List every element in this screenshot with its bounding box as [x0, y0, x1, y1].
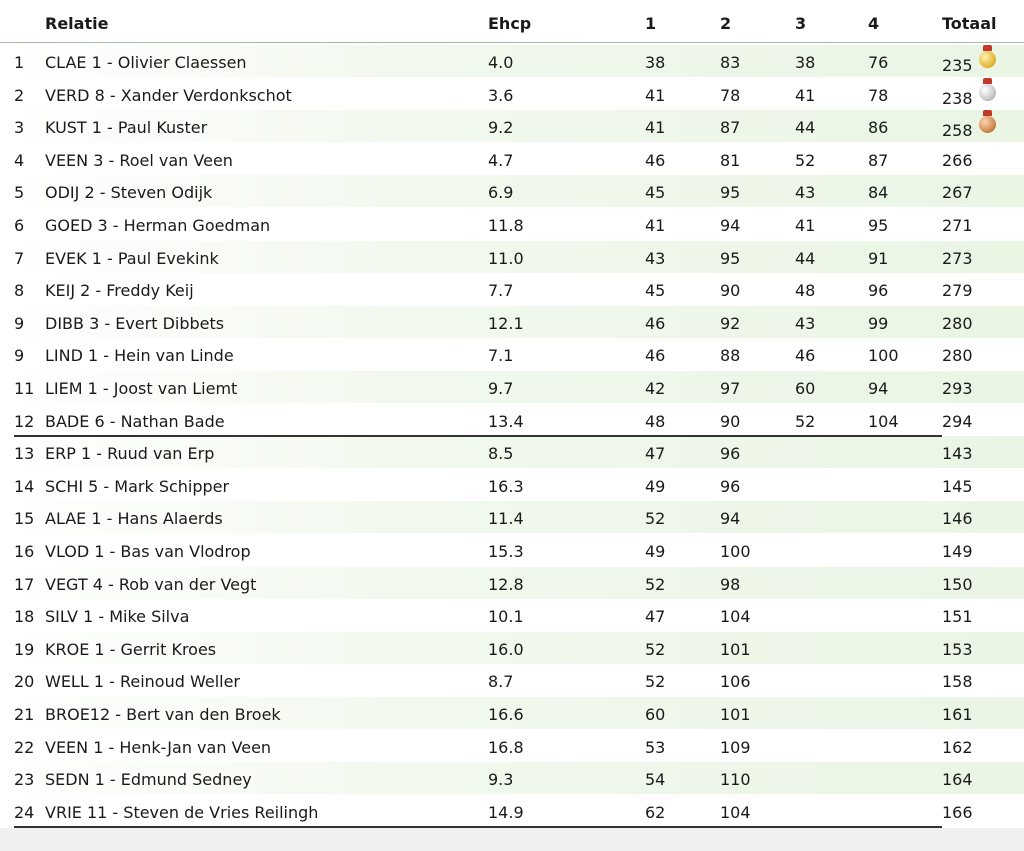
relatie-cell: EVEK 1 - Paul Evekink [45, 248, 219, 268]
table-row [0, 273, 1024, 305]
round-2-cell: 101 [720, 705, 751, 724]
table-row [0, 599, 1024, 631]
ehcp-cell: 9.7 [488, 379, 514, 398]
table-row [0, 762, 1024, 794]
relatie-cell: SEDN 1 - Edmund Sedney [45, 770, 252, 790]
relatie-cell: WELL 1 - Reinoud Weller [45, 672, 241, 692]
table-row [0, 175, 1024, 207]
rank-cell: 12 [14, 411, 35, 431]
round-1-cell: 46 [645, 346, 666, 366]
ehcp-cell: 16.8 [488, 737, 524, 757]
round-2-cell: 94 [720, 216, 741, 235]
totaal-cell: 166 [942, 802, 973, 822]
header-round-4: 4 [868, 14, 880, 33]
round-1-cell: 60 [645, 705, 666, 724]
rank-cell: 4 [14, 150, 25, 170]
round-1-cell: 54 [645, 770, 666, 790]
round-1-cell: 48 [645, 411, 666, 431]
ehcp-cell: 7.7 [488, 281, 514, 301]
round-1-cell: 52 [645, 574, 666, 594]
ehcp-cell: 7.1 [488, 346, 514, 366]
round-1-cell: 46 [645, 150, 666, 170]
totaal-cell: 238 [942, 88, 973, 108]
header-relatie: Relatie [45, 14, 109, 33]
rank-cell: 17 [14, 574, 35, 594]
totaal-cell: 273 [942, 248, 973, 268]
round-2-cell: 90 [720, 281, 741, 301]
round-4-cell: 104 [868, 411, 899, 431]
header-round-1: 1 [645, 14, 657, 33]
round-3-cell: 38 [795, 53, 816, 72]
round-2-cell: 87 [720, 118, 741, 138]
relatie-cell: SCHI 5 - Mark Schipper [45, 476, 230, 496]
table-row [0, 306, 1024, 338]
ehcp-cell: 11.8 [488, 216, 524, 235]
table-row [0, 501, 1024, 533]
round-3-cell: 60 [795, 379, 816, 398]
round-1-cell: 41 [645, 118, 666, 138]
rank-cell: 6 [14, 216, 25, 235]
rank-cell: 18 [14, 607, 35, 627]
table-row [0, 632, 1024, 664]
round-2-cell: 94 [720, 509, 741, 529]
rank-cell: 11 [14, 379, 35, 398]
table-row [0, 697, 1024, 729]
round-1-cell: 41 [645, 216, 666, 235]
table-row [0, 567, 1024, 599]
round-3-cell: 48 [795, 281, 816, 301]
round-4-cell: 86 [868, 118, 889, 138]
totaal-cell: 266 [942, 150, 973, 170]
relatie-cell: BROE12 - Bert van den Broek [45, 705, 281, 724]
round-3-cell: 43 [795, 313, 816, 333]
relatie-cell: DIBB 3 - Evert Dibbets [45, 313, 225, 333]
rank-cell: 24 [14, 802, 35, 822]
totaal-cell: 161 [942, 705, 973, 724]
relatie-cell: LIND 1 - Hein van Linde [45, 346, 234, 366]
rank-cell: 9 [14, 313, 25, 333]
totaal-cell: 153 [942, 639, 973, 659]
table-row [0, 143, 1024, 175]
round-2-cell: 83 [720, 53, 741, 72]
totaal-cell: 162 [942, 737, 973, 757]
table-row [0, 241, 1024, 273]
table-row [0, 110, 1024, 142]
round-2-cell: 104 [720, 802, 751, 822]
rank-cell: 23 [14, 770, 35, 790]
silver-medal-icon [979, 84, 996, 101]
round-1-cell: 52 [645, 672, 666, 692]
round-1-cell: 45 [645, 281, 666, 301]
round-2-cell: 100 [720, 542, 751, 561]
relatie-cell: KUST 1 - Paul Kuster [45, 118, 208, 138]
round-3-cell: 52 [795, 411, 816, 431]
round-4-cell: 76 [868, 53, 889, 72]
round-1-cell: 47 [645, 444, 666, 464]
relatie-cell: CLAE 1 - Olivier Claessen [45, 53, 247, 72]
rank-cell: 15 [14, 509, 35, 529]
round-2-cell: 109 [720, 737, 751, 757]
totaal-cell: 150 [942, 574, 973, 594]
ehcp-cell: 6.9 [488, 183, 514, 203]
ehcp-cell: 16.6 [488, 705, 524, 724]
table-row [0, 404, 1024, 436]
relatie-cell: BADE 6 - Nathan Bade [45, 411, 225, 431]
round-1-cell: 53 [645, 737, 666, 757]
relatie-cell: LIEM 1 - Joost van Liemt [45, 379, 238, 398]
header-totaal: Totaal [942, 14, 997, 33]
gold-medal-icon [979, 51, 996, 68]
rank-cell: 19 [14, 639, 35, 659]
ehcp-cell: 4.7 [488, 150, 514, 170]
round-4-cell: 91 [868, 248, 889, 268]
ehcp-cell: 10.1 [488, 607, 524, 627]
rank-cell: 2 [14, 85, 25, 105]
totaal-cell: 164 [942, 770, 973, 790]
round-2-cell: 96 [720, 476, 741, 496]
round-3-cell: 44 [795, 248, 816, 268]
round-2-cell: 90 [720, 411, 741, 431]
table-row [0, 730, 1024, 762]
round-4-cell: 87 [868, 150, 889, 170]
round-3-cell: 41 [795, 216, 816, 235]
table-row [0, 436, 1024, 468]
round-4-cell: 78 [868, 85, 889, 105]
ehcp-cell: 16.0 [488, 639, 524, 659]
round-2-cell: 110 [720, 770, 751, 790]
round-4-cell: 84 [868, 183, 889, 203]
header-round-3: 3 [795, 14, 807, 33]
round-2-cell: 95 [720, 248, 741, 268]
table-row [0, 45, 1024, 77]
relatie-cell: VRIE 11 - Steven de Vries Reilingh [45, 802, 319, 822]
totaal-cell: 158 [942, 672, 973, 692]
round-1-cell: 47 [645, 607, 666, 627]
rank-cell: 21 [14, 705, 35, 724]
table-row [0, 78, 1024, 110]
round-2-cell: 96 [720, 444, 741, 464]
ehcp-cell: 8.7 [488, 672, 514, 692]
relatie-cell: VEEN 1 - Henk-Jan van Veen [45, 737, 272, 757]
round-1-cell: 45 [645, 183, 666, 203]
totaal-cell: 280 [942, 346, 973, 366]
table-row [0, 469, 1024, 501]
relatie-cell: ODIJ 2 - Steven Odijk [45, 183, 213, 203]
round-4-cell: 99 [868, 313, 889, 333]
rank-cell: 22 [14, 737, 35, 757]
round-4-cell: 94 [868, 379, 889, 398]
totaal-cell: 267 [942, 183, 973, 203]
round-3-cell: 46 [795, 346, 816, 366]
ehcp-cell: 9.3 [488, 770, 514, 790]
relatie-cell: VLOD 1 - Bas van Vlodrop [45, 542, 251, 561]
round-1-cell: 42 [645, 379, 666, 398]
totaal-cell: 149 [942, 542, 973, 561]
round-4-cell: 100 [868, 346, 899, 366]
section-divider [14, 435, 942, 437]
round-2-cell: 101 [720, 639, 751, 659]
round-2-cell: 81 [720, 150, 741, 170]
relatie-cell: VEEN 3 - Roel van Veen [45, 150, 233, 170]
round-2-cell: 104 [720, 607, 751, 627]
table-row [0, 208, 1024, 240]
relatie-cell: KEIJ 2 - Freddy Keij [45, 281, 194, 301]
ehcp-cell: 16.3 [488, 476, 524, 496]
ehcp-cell: 11.4 [488, 509, 524, 529]
page-footer [0, 828, 1024, 851]
rank-cell: 20 [14, 672, 35, 692]
round-1-cell: 43 [645, 248, 666, 268]
round-4-cell: 95 [868, 216, 889, 235]
round-2-cell: 106 [720, 672, 751, 692]
totaal-cell: 145 [942, 476, 973, 496]
round-2-cell: 78 [720, 85, 741, 105]
header-ehcp: Ehcp [488, 14, 532, 33]
relatie-cell: KROE 1 - Gerrit Kroes [45, 639, 217, 659]
totaal-cell: 271 [942, 216, 973, 235]
relatie-cell: SILV 1 - Mike Silva [45, 607, 190, 627]
round-2-cell: 98 [720, 574, 741, 594]
relatie-cell: GOED 3 - Herman Goedman [45, 216, 271, 235]
totaal-cell: 279 [942, 281, 973, 301]
table-row [0, 534, 1024, 566]
ehcp-cell: 9.2 [488, 118, 514, 138]
totaal-cell: 235 [942, 56, 973, 75]
round-3-cell: 43 [795, 183, 816, 203]
ehcp-cell: 12.8 [488, 574, 524, 594]
ehcp-cell: 4.0 [488, 53, 514, 72]
rank-cell: 9 [14, 346, 25, 366]
table-row [0, 795, 1024, 827]
round-1-cell: 49 [645, 476, 666, 496]
round-2-cell: 92 [720, 313, 741, 333]
totaal-cell: 280 [942, 313, 973, 333]
round-2-cell: 88 [720, 346, 741, 366]
rank-cell: 13 [14, 444, 35, 464]
totaal-cell: 294 [942, 411, 973, 431]
ehcp-cell: 11.0 [488, 248, 524, 268]
ehcp-cell: 3.6 [488, 85, 514, 105]
round-2-cell: 97 [720, 379, 741, 398]
rank-cell: 8 [14, 281, 25, 301]
table-row [0, 371, 1024, 403]
relatie-cell: ERP 1 - Ruud van Erp [45, 444, 215, 464]
relatie-cell: ALAE 1 - Hans Alaerds [45, 509, 223, 529]
relatie-cell: VERD 8 - Xander Verdonkschot [45, 85, 292, 105]
round-2-cell: 95 [720, 183, 741, 203]
round-3-cell: 44 [795, 118, 816, 138]
round-1-cell: 52 [645, 639, 666, 659]
table-row [0, 338, 1024, 370]
round-1-cell: 49 [645, 542, 666, 561]
round-3-cell: 52 [795, 150, 816, 170]
round-4-cell: 96 [868, 281, 889, 301]
relatie-cell: VEGT 4 - Rob van der Vegt [45, 574, 257, 594]
table-header [0, 0, 1024, 43]
round-1-cell: 41 [645, 85, 666, 105]
ehcp-cell: 8.5 [488, 444, 514, 464]
table-row [0, 664, 1024, 696]
ehcp-cell: 12.1 [488, 313, 524, 333]
round-3-cell: 41 [795, 85, 816, 105]
totaal-cell: 258 [942, 121, 973, 141]
ehcp-cell: 14.9 [488, 802, 524, 822]
rank-cell: 1 [14, 53, 25, 72]
rank-cell: 7 [14, 248, 25, 268]
totaal-cell: 146 [942, 509, 973, 529]
round-1-cell: 52 [645, 509, 666, 529]
rank-cell: 14 [14, 476, 35, 496]
totaal-cell: 151 [942, 607, 973, 627]
rank-cell: 16 [14, 542, 35, 561]
rank-cell: 3 [14, 118, 25, 138]
rank-cell: 5 [14, 183, 25, 203]
totaal-cell: 293 [942, 379, 973, 398]
round-1-cell: 46 [645, 313, 666, 333]
round-1-cell: 38 [645, 53, 666, 72]
bronze-medal-icon [979, 116, 996, 133]
header-round-2: 2 [720, 14, 732, 33]
ehcp-cell: 15.3 [488, 542, 524, 561]
ehcp-cell: 13.4 [488, 411, 524, 431]
totaal-cell: 143 [942, 444, 973, 464]
round-1-cell: 62 [645, 802, 666, 822]
